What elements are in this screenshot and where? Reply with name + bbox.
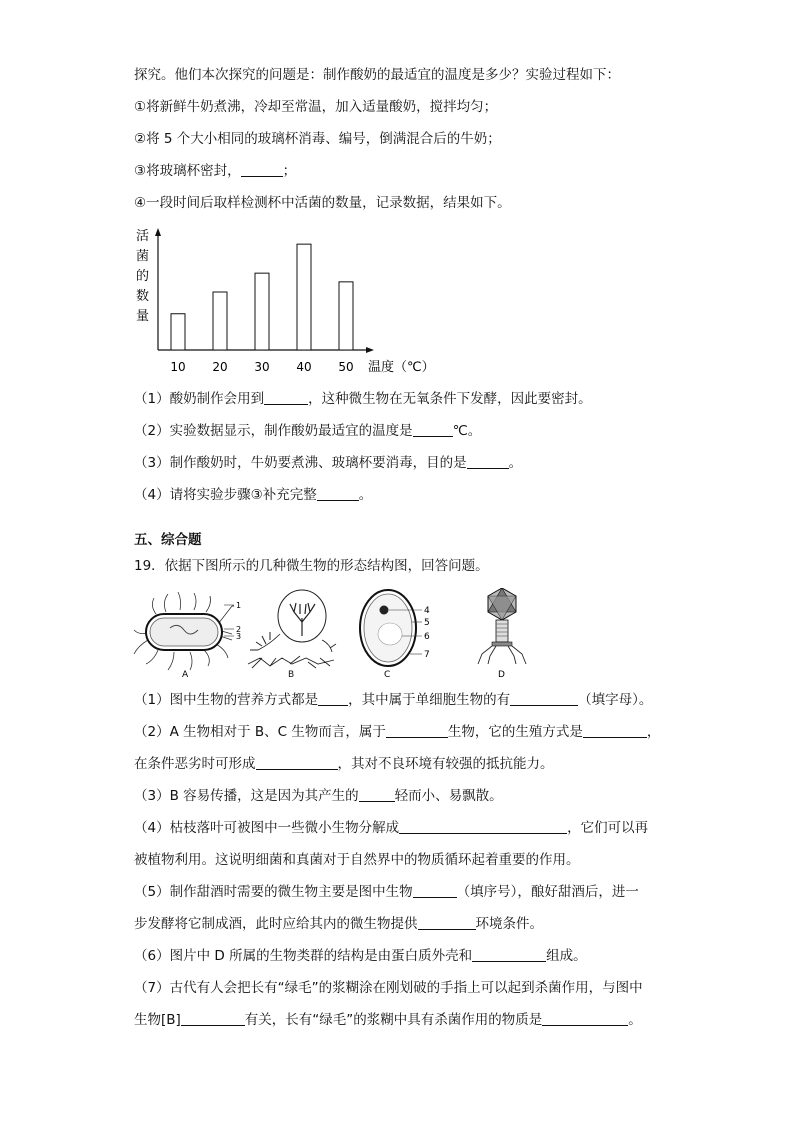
q19-7-cont-text: 生物[B] — [134, 1012, 181, 1028]
bar-20 — [213, 292, 227, 350]
x-axis-arrow — [366, 347, 374, 353]
bar-50 — [339, 282, 353, 350]
q19-5-cont-end: 环境条件。 — [475, 916, 543, 932]
q19-6-text: （6）图片中 D 所属的生物类群的结构是由蛋白质外壳和 — [134, 948, 473, 964]
x-tick-label: 30 — [254, 360, 270, 374]
label-1: 1 — [236, 601, 242, 610]
x-tick-label: 10 — [170, 360, 186, 374]
figure-label-c: C — [384, 670, 391, 680]
x-axis-label: 温度（℃） — [368, 360, 435, 375]
answer-blank[interactable] — [583, 723, 647, 738]
answer-blank[interactable] — [181, 1011, 245, 1026]
q19-5-cont — [134, 915, 543, 933]
q19-2-cont-text: 在条件恶劣时可形成 — [134, 756, 256, 772]
answer-blank[interactable] — [317, 486, 359, 501]
bar-10 — [171, 314, 185, 350]
q19-7-cont-mid: 有关，长有“绿毛”的浆糊中具有杀菌作用的物质是 — [244, 1012, 543, 1028]
microorganism-figure — [130, 588, 550, 680]
figure-label-a: A — [182, 670, 189, 680]
y-axis-label — [136, 229, 149, 324]
answer-blank[interactable] — [386, 723, 448, 738]
y-axis-arrow — [155, 228, 161, 236]
step-3 — [134, 162, 296, 180]
q19-2-text: （2）A 生物相对于 B、C 生物而言，属于 — [134, 724, 386, 740]
q18-2 — [134, 422, 481, 440]
answer-blank[interactable] — [413, 883, 457, 898]
q18-1-text-end: ，这种微生物在无氧条件下发酵，因此要密封。 — [308, 391, 592, 407]
q19-5-text: （5）制作甜酒时需要的微生物主要是图中生物 — [134, 884, 413, 900]
mold-illustration — [248, 590, 336, 680]
answer-blank[interactable] — [359, 787, 395, 802]
intro-line: 探究。他们本次探究的问题是：制作酸奶的最适宜的温度是多少？实验过程如下： — [134, 67, 620, 83]
x-tick-label: 50 — [338, 360, 354, 374]
q19-2-cont — [134, 755, 554, 773]
q19-4-text-end: ，它们可以再 — [567, 820, 649, 836]
answer-blank[interactable] — [256, 755, 338, 770]
y-label-char: 的 — [136, 269, 150, 284]
q19-4 — [134, 819, 648, 837]
q19-2-text-end: ， — [646, 724, 661, 740]
step-4: ④一段时间后取样检测杯中活菌的数量，记录数据，结果如下。 — [134, 195, 511, 211]
q19-7-cont — [134, 1011, 642, 1029]
answer-blank[interactable] — [399, 819, 567, 834]
q19-7-cont-end: 。 — [628, 1012, 642, 1028]
q18-2-text-end: ℃。 — [452, 423, 482, 439]
q19-2-cont-end: ，其对不良环境有较强的抵抗能力。 — [337, 756, 554, 772]
answer-blank[interactable] — [413, 422, 453, 437]
q19-5 — [134, 883, 639, 901]
label-6: 6 — [424, 632, 430, 642]
q19-6 — [134, 947, 587, 965]
q18-1-text: （1）酸奶制作会用到 — [134, 391, 265, 407]
step-3-end: ； — [282, 163, 297, 179]
q19-7: （7）古代有人会把长有“绿毛”的浆糊涂在刚划破的手指上可以起到杀菌作用，与图中 — [134, 980, 643, 996]
x-tick-label: 20 — [212, 360, 228, 374]
q18-3 — [134, 454, 522, 472]
y-label-char: 菌 — [136, 249, 150, 264]
q19-5-text-end: （填序号），酿好甜酒后，进一 — [456, 884, 639, 900]
q19-6-text-end: 组成。 — [546, 948, 587, 964]
q19-4-text: （4）枯枝落叶可被图中一些微小生物分解成 — [134, 820, 400, 836]
q19-stem: 19．依据下图所示的几种微生物的形态结构图，回答问题。 — [134, 558, 489, 574]
q19-1 — [134, 691, 652, 709]
step-3-text: ③将玻璃杯密封， — [134, 163, 241, 179]
answer-blank[interactable] — [318, 691, 348, 706]
section-title: 五、综合题 — [134, 532, 202, 548]
label-3: 3 — [236, 632, 242, 641]
bacteria-temperature-chart — [130, 226, 450, 376]
q19-3-text-end: 轻而小、易飘散。 — [394, 788, 503, 804]
answer-blank[interactable] — [542, 1011, 628, 1026]
y-label-char: 活 — [136, 229, 150, 244]
q19-3-text: （3）B 容易传播，这是因为其产生的 — [134, 788, 359, 804]
q19-4-cont: 被植物利用。这说明细菌和真菌对于自然界中的物质循环起着重要的作用。 — [134, 852, 580, 868]
q18-3-text: （3）制作酸奶时，牛奶要煮沸、玻璃杯要消毒，目的是 — [134, 455, 467, 471]
step-1: ①将新鲜牛奶煮沸，冷却至常温，加入适量酸奶，搅拌均匀； — [134, 99, 498, 115]
q19-1-text-end: （填字母）。 — [578, 692, 653, 708]
q19-1-text-mid: ，其中属于单细胞生物的有 — [348, 692, 511, 708]
q19-1-text: （1）图中生物的营养方式都是 — [134, 692, 319, 708]
bacterium-illustration — [134, 592, 241, 680]
answer-blank[interactable] — [264, 390, 308, 405]
y-label-char: 量 — [136, 309, 150, 324]
q19-2-text-mid: 生物，它的生殖方式是 — [447, 724, 583, 740]
x-tick-label: 40 — [296, 360, 312, 374]
virus-illustration — [478, 588, 526, 680]
q19-5-cont-text: 步发酵将它制成酒，此时应给其内的微生物提供 — [134, 916, 418, 932]
figure-label-d: D — [498, 670, 505, 680]
label-4: 4 — [424, 606, 430, 616]
bar-30 — [255, 273, 269, 350]
yeast-illustration — [360, 590, 430, 680]
answer-blank[interactable] — [472, 947, 546, 962]
step-2: ②将 5 个大小相同的玻璃杯消毒、编号，倒满混合后的牛奶； — [134, 131, 501, 147]
q18-4-text-end: 。 — [358, 487, 373, 503]
answer-blank[interactable] — [418, 915, 476, 930]
label-5: 5 — [424, 618, 430, 628]
y-label-char: 数 — [136, 289, 150, 304]
figure-label-b: B — [288, 670, 295, 680]
q18-1 — [134, 390, 592, 408]
q19-3 — [134, 787, 503, 805]
bar-40 — [297, 244, 311, 350]
q18-4-text: （4）请将实验步骤③补充完整 — [134, 487, 317, 503]
label-7: 7 — [424, 650, 430, 660]
q18-4 — [134, 486, 372, 504]
label-2: 2 — [236, 625, 242, 634]
q19-2 — [134, 723, 660, 741]
answer-blank[interactable] — [510, 691, 578, 706]
answer-blank[interactable] — [241, 162, 283, 177]
q18-2-text: （2）实验数据显示，制作酸奶最适宜的温度是 — [134, 423, 413, 439]
answer-blank[interactable] — [467, 454, 509, 469]
q18-3-text-end: 。 — [508, 455, 523, 471]
